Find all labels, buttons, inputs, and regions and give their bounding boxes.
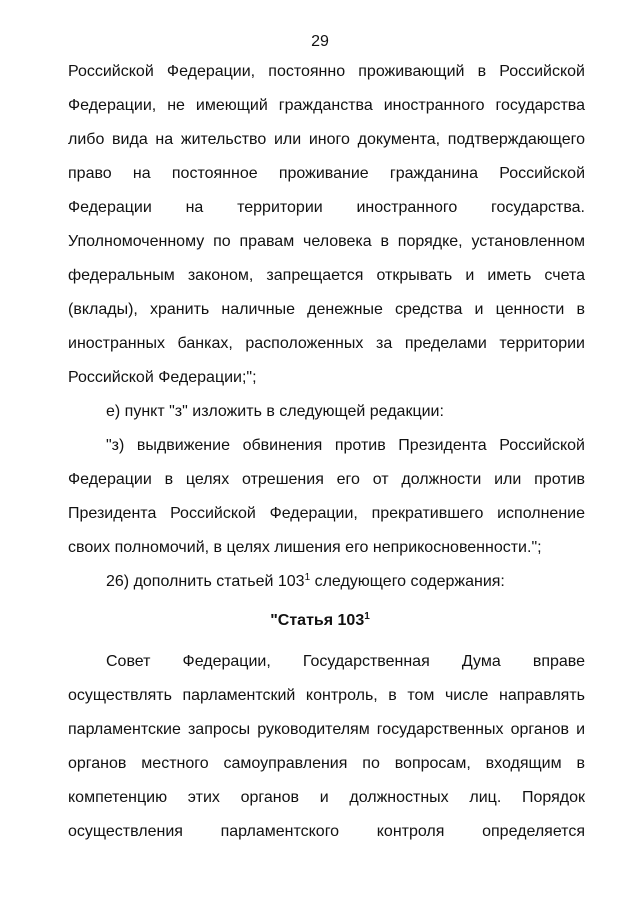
- item-26-line: [106, 572, 585, 592]
- item-e-line: е) пункт "з" изложить в следующей редакции:: [106, 403, 444, 420]
- paragraph-line: Уполномоченному по правам человека в порядке, установленном: [68, 233, 585, 250]
- paragraph-line: Федерации на территории иностранного государства.: [68, 199, 585, 216]
- article-heading: [0, 612, 640, 630]
- article-text-line: органов местного самоуправления по вопросам, входящим в: [68, 755, 585, 772]
- article-heading-text: "Статья 103: [270, 612, 365, 629]
- item-26-text-end: следующего содержания:: [310, 573, 505, 590]
- article-text-line: компетенцию этих органов и должностных лиц. Порядок: [68, 789, 585, 806]
- article-heading-superscript: 1: [364, 611, 370, 622]
- article-text-line: Совет Федерации, Государственная Дума вправе: [106, 653, 585, 670]
- quoted-item-z-line: "з) выдвижение обвинения против Президента Российской: [106, 437, 585, 454]
- article-text-line: осуществлять парламентский контроль, в том числе направлять: [68, 687, 585, 704]
- paragraph-line: (вклады), хранить наличные денежные средства и ценности в: [68, 301, 585, 318]
- article-text-line: парламентские запросы руководителям государственных органов и: [68, 721, 585, 738]
- paragraph-line: Федерации, не имеющий гражданства иностранного государства: [68, 97, 585, 114]
- paragraph-line: федеральным законом, запрещается открывать и иметь счета: [68, 267, 585, 284]
- paragraph-line: Российской Федерации;";: [68, 369, 257, 386]
- paragraph-line: либо вида на жительство или иного документа, подтверждающего: [68, 131, 585, 148]
- paragraph-line: право на постоянное проживание гражданина Российской: [68, 165, 585, 182]
- quoted-item-z-line: Федерации в целях отрешения его от должности или против: [68, 471, 585, 488]
- paragraph-line: Российской Федерации, постоянно проживающий в Российской: [68, 63, 585, 80]
- quoted-item-z-line: Президента Российской Федерации, прекратившего исполнение: [68, 505, 585, 522]
- article-text-line: осуществления парламентского контроля определяется: [68, 823, 585, 840]
- item-26-text: 26) дополнить статьей 103: [106, 573, 305, 590]
- page-number: 29: [311, 33, 329, 50]
- paragraph-line: иностранных банках, расположенных за пределами территории: [68, 335, 585, 352]
- quoted-item-z-line: своих полномочий, в целях лишения его неприкосновенности.";: [68, 539, 542, 556]
- item-26-superscript: 1: [304, 572, 311, 583]
